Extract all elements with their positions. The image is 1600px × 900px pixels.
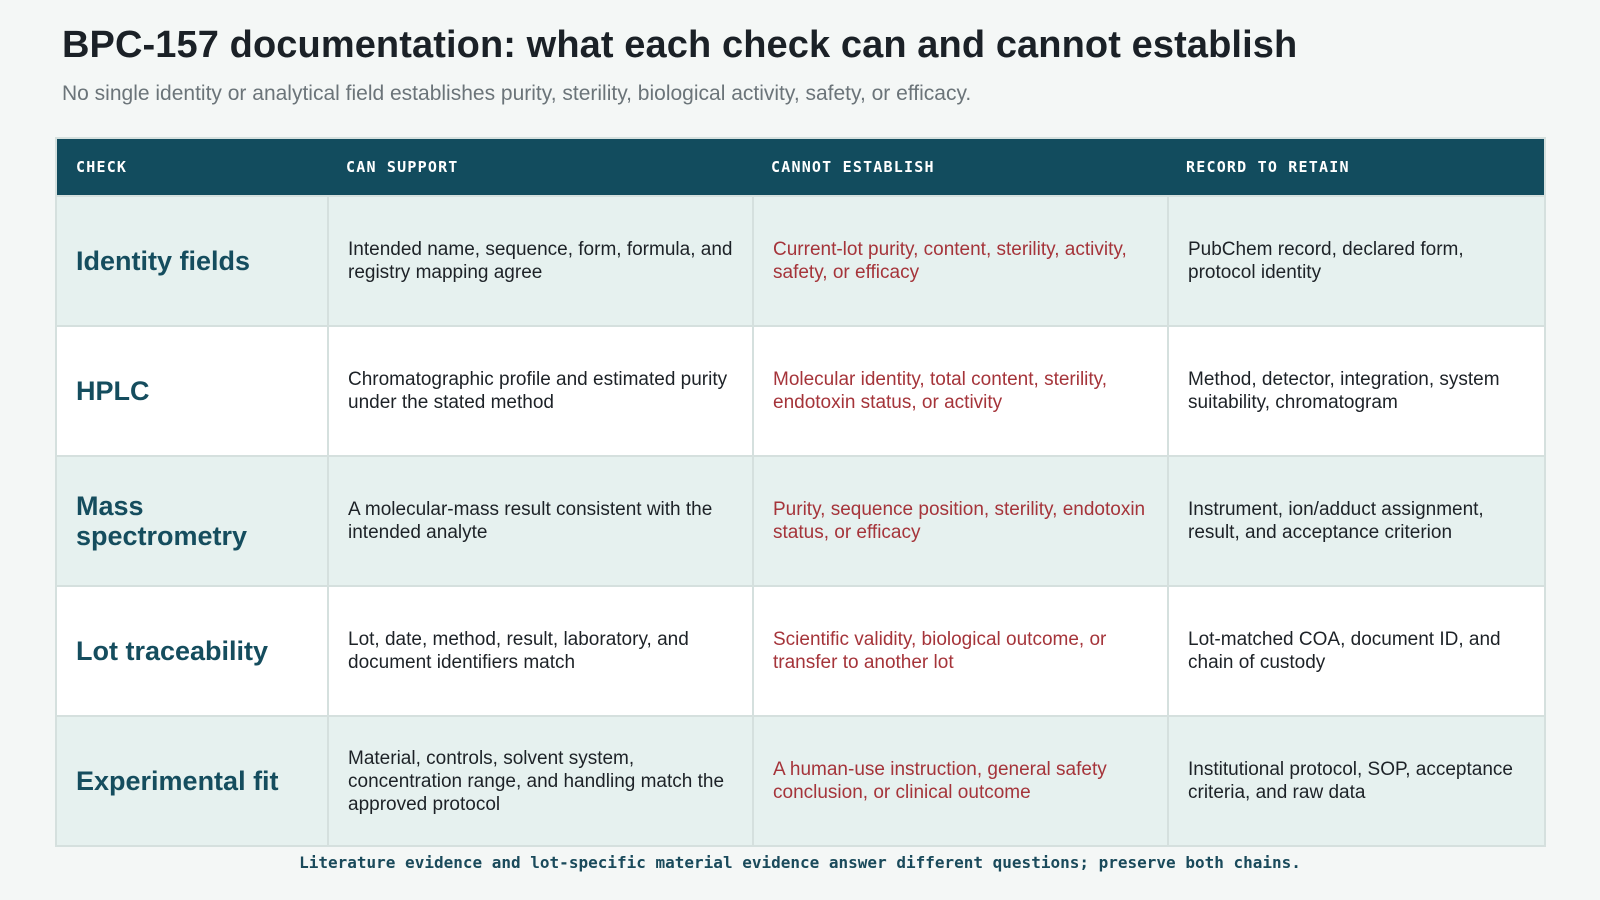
table-row (57, 195, 1544, 325)
table-row (57, 585, 1544, 715)
check-name: HPLC (76, 376, 150, 406)
table-row (57, 455, 1544, 585)
record-to-retain-cell: Institutional protocol, SOP, acceptance criteria, and raw data (1167, 717, 1544, 845)
record-to-retain-cell: PubChem record, declared form, protocol identity (1167, 197, 1544, 325)
evidence-table (55, 137, 1546, 847)
cannot-establish-cell: Purity, sequence position, sterility, endotoxin status, or efficacy (752, 457, 1167, 585)
record-to-retain-cell: Lot-matched COA, document ID, and chain of custody (1167, 587, 1544, 715)
column-header-check: CHECK (76, 158, 128, 176)
can-support-cell: Material, controls, solvent system, concentration range, and handling match the approved protocol (327, 717, 752, 845)
column-header-record-to-retain: RECORD TO RETAIN (1186, 158, 1350, 176)
table-row (57, 715, 1544, 845)
cannot-establish-cell: Scientific validity, biological outcome, or transfer to another lot (752, 587, 1167, 715)
cannot-establish-cell: Current-lot purity, content, sterility, activity, safety, or efficacy (752, 197, 1167, 325)
record-to-retain-cell: Method, detector, integration, system suitability, chromatogram (1167, 327, 1544, 455)
column-header-can-support: CAN SUPPORT (346, 158, 459, 176)
can-support-cell: Intended name, sequence, form, formula, and registry mapping agree (327, 197, 752, 325)
record-to-retain-cell: Instrument, ion/adduct assignment, result, and acceptance criterion (1167, 457, 1544, 585)
table-row (57, 325, 1544, 455)
check-name: Lot traceability (76, 636, 269, 666)
table-header-row (57, 139, 1544, 195)
page-subtitle: No single identity or analytical field establishes purity, sterility, biological activity, safety, or efficacy. (62, 82, 972, 105)
can-support-cell: A molecular-mass result consistent with the intended analyte (327, 457, 752, 585)
check-name: Identity fields (76, 246, 251, 276)
cannot-establish-cell: A human-use instruction, general safety conclusion, or clinical outcome (752, 717, 1167, 845)
footer-note: Literature evidence and lot-specific material evidence answer different questions; preserve both chains. (299, 853, 1301, 872)
check-name: Mass spectrometry (76, 491, 248, 551)
check-name: Experimental fit (76, 766, 279, 796)
cannot-establish-cell: Molecular identity, total content, sterility, endotoxin status, or activity (752, 327, 1167, 455)
can-support-cell: Chromatographic profile and estimated purity under the stated method (327, 327, 752, 455)
column-header-cannot-establish: CANNOT ESTABLISH (771, 158, 935, 176)
can-support-cell: Lot, date, method, result, laboratory, and document identifiers match (327, 587, 752, 715)
page-title: BPC-157 documentation: what each check can and cannot establish (62, 24, 1298, 66)
